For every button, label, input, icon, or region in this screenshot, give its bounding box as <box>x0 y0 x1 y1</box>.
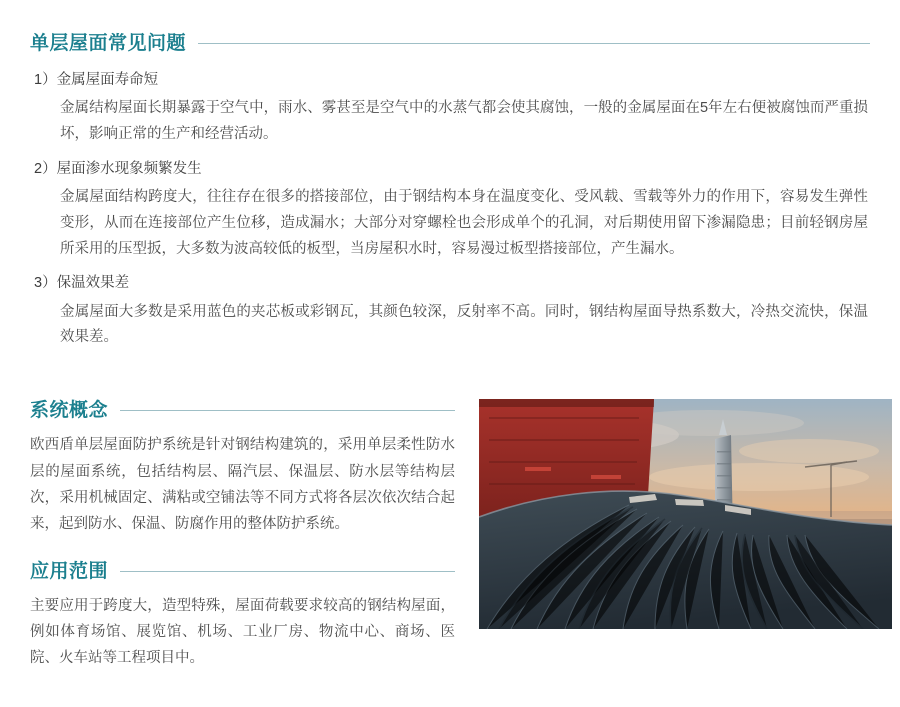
section-header-concept <box>30 395 455 422</box>
problem-list <box>30 69 870 351</box>
section-rule <box>198 43 870 44</box>
section-title-concept: 系统概念 <box>30 400 109 422</box>
section-rule <box>120 410 455 411</box>
list-item <box>30 158 870 263</box>
section-header-application <box>30 556 455 583</box>
roof-photo-illustration <box>479 399 892 629</box>
photo-column <box>455 395 892 629</box>
lower-text-column <box>30 395 455 672</box>
lower-content-area <box>30 395 870 672</box>
spacer <box>30 361 870 395</box>
problem-answer: 金属屋面结构跨度大，往往存在很多的搭接部位，由于钢结构本身在温度变化、受风载、雪载等外力的作用下，容易发生弹性变形，从而在连接部位产生位移，造成漏水；大部分对穿螺栓也会形成单个的孔洞，对后期使用留下渗漏隐患；目前轻钢房屋所采用的压型扳，大多数为波高较低的板型，当房屋积水时，容易漫过板型搭接部位，产生漏水。 <box>60 188 868 257</box>
section-title-problems: 单层屋面常见问题 <box>30 33 187 54</box>
problem-answer: 金属结构屋面长期暴露于空气中，雨水、雾甚至是空气中的水蒸气都会使其腐蚀，一般的金属屋面在5年左右便被腐蚀而严重损坏，影响正常的生产和经营活动。 <box>60 100 868 142</box>
list-item <box>30 69 870 148</box>
problem-question: 2）屋面渗水现象频繁发生 <box>34 160 202 177</box>
standing-seam-metal-roof-photo <box>479 399 892 629</box>
section-header-problems <box>30 28 870 55</box>
section-title-application: 应用范围 <box>30 560 109 582</box>
problem-question: 1）金属屋面寿命短 <box>34 72 159 88</box>
problem-answer: 金属屋面大多数是采用蓝色的夹芯板或彩钢瓦，其颜色较深，反射率不高。同时，钢结构屋面导热系数大，冷热交流快，保温效果差。 <box>60 303 868 346</box>
spacer <box>30 538 455 556</box>
section-rule <box>120 571 455 572</box>
problem-question: 3）保温效果差 <box>34 275 130 292</box>
concept-text: 欧西盾单层屋面防护系统是针对钢结构建筑的，采用单层柔性防水层的屋面系统，包括结构层、隔汽层、保温层、防水层等结构层次，采用机械固定、满粘或空铺法等不同方式将各层次依次结合起来，起到防水、保温、防腐作用的整体防护系统。 <box>30 437 455 533</box>
application-text: 主要应用于跨度大，造型特殊，屋面荷载要求较高的钢结构屋面，例如体育场馆、展览馆、机场、工业厂房、物流中心、商场、医院、火车站等工程项目中。 <box>30 597 455 667</box>
list-item <box>30 272 870 351</box>
